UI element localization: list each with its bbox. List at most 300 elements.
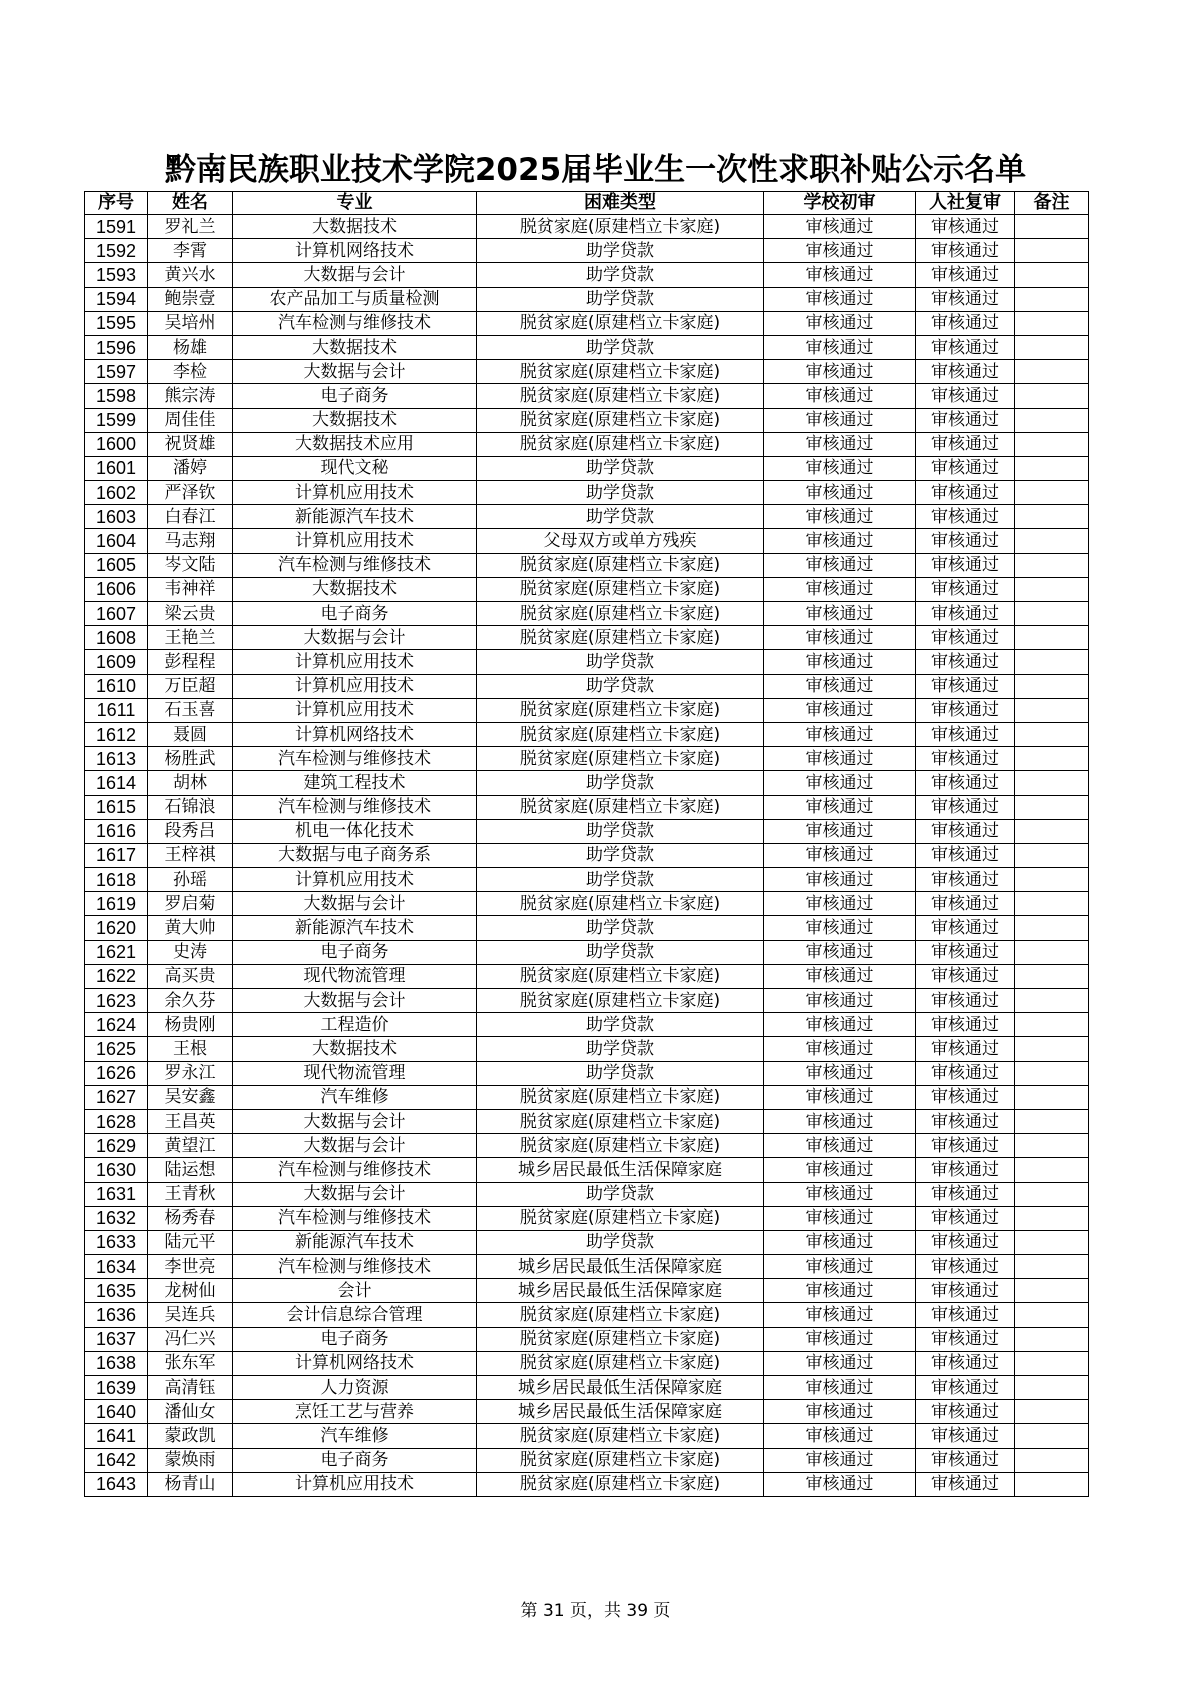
cell-no: 1613 — [85, 747, 148, 771]
cell-hr-review: 审核通过 — [916, 989, 1015, 1013]
cell-school-review: 审核通过 — [764, 1182, 916, 1206]
cell-school-review: 审核通过 — [764, 481, 916, 505]
table-row — [85, 868, 1089, 892]
cell-remarks — [1015, 1158, 1089, 1182]
table-row — [85, 1255, 1089, 1279]
cell-difficulty-type: 脱贫家庭(原建档立卡家庭) — [477, 698, 764, 722]
cell-hr-review: 审核通过 — [916, 1327, 1015, 1351]
cell-school-review: 审核通过 — [764, 1061, 916, 1085]
cell-major: 计算机应用技术 — [233, 868, 477, 892]
cell-remarks — [1015, 940, 1089, 964]
cell-remarks — [1015, 360, 1089, 384]
table-row — [85, 360, 1089, 384]
cell-hr-review: 审核通过 — [916, 819, 1015, 843]
cell-name: 黄望江 — [148, 1134, 233, 1158]
cell-major: 大数据与会计 — [233, 263, 477, 287]
cell-major: 新能源汽车技术 — [233, 916, 477, 940]
cell-major: 计算机应用技术 — [233, 650, 477, 674]
cell-major: 计算机网络技术 — [233, 239, 477, 263]
cell-difficulty-type: 脱贫家庭(原建档立卡家庭) — [477, 384, 764, 408]
cell-no: 1620 — [85, 916, 148, 940]
cell-name: 杨雄 — [148, 335, 233, 359]
cell-name: 王昌英 — [148, 1109, 233, 1133]
cell-name: 黄兴水 — [148, 263, 233, 287]
cell-name: 马志翔 — [148, 529, 233, 553]
header-difficulty-type: 困难类型 — [477, 192, 764, 215]
cell-name: 高清钰 — [148, 1376, 233, 1400]
cell-remarks — [1015, 747, 1089, 771]
cell-major: 汽车检测与维修技术 — [233, 1255, 477, 1279]
cell-major: 汽车维修 — [233, 1085, 477, 1109]
cell-no: 1609 — [85, 650, 148, 674]
cell-remarks — [1015, 1206, 1089, 1230]
cell-hr-review: 审核通过 — [916, 1061, 1015, 1085]
cell-school-review: 审核通过 — [764, 1255, 916, 1279]
cell-remarks — [1015, 239, 1089, 263]
cell-difficulty-type: 脱贫家庭(原建档立卡家庭) — [477, 1448, 764, 1472]
cell-no: 1608 — [85, 626, 148, 650]
table-row — [85, 1158, 1089, 1182]
cell-remarks — [1015, 892, 1089, 916]
cell-remarks — [1015, 529, 1089, 553]
cell-difficulty-type: 城乡居民最低生活保障家庭 — [477, 1279, 764, 1303]
cell-major: 新能源汽车技术 — [233, 505, 477, 529]
cell-major: 计算机网络技术 — [233, 1351, 477, 1375]
table-row — [85, 1037, 1089, 1061]
cell-hr-review: 审核通过 — [916, 868, 1015, 892]
cell-major: 汽车检测与维修技术 — [233, 1158, 477, 1182]
cell-hr-review: 审核通过 — [916, 1158, 1015, 1182]
cell-difficulty-type: 脱贫家庭(原建档立卡家庭) — [477, 1109, 764, 1133]
table-row — [85, 1424, 1089, 1448]
cell-remarks — [1015, 1013, 1089, 1037]
cell-difficulty-type: 助学贷款 — [477, 1182, 764, 1206]
cell-difficulty-type: 脱贫家庭(原建档立卡家庭) — [477, 1085, 764, 1109]
cell-no: 1629 — [85, 1134, 148, 1158]
cell-difficulty-type: 助学贷款 — [477, 287, 764, 311]
cell-name: 严泽钦 — [148, 481, 233, 505]
table-row — [85, 287, 1089, 311]
cell-no: 1632 — [85, 1206, 148, 1230]
cell-major: 人力资源 — [233, 1376, 477, 1400]
cell-remarks — [1015, 1230, 1089, 1254]
cell-hr-review: 审核通过 — [916, 698, 1015, 722]
cell-no: 1593 — [85, 263, 148, 287]
cell-remarks — [1015, 1376, 1089, 1400]
cell-difficulty-type: 助学贷款 — [477, 239, 764, 263]
cell-remarks — [1015, 1400, 1089, 1424]
cell-hr-review: 审核通过 — [916, 215, 1015, 239]
cell-difficulty-type: 助学贷款 — [477, 1061, 764, 1085]
cell-hr-review: 审核通过 — [916, 916, 1015, 940]
subsidy-list-table — [84, 191, 1089, 1497]
table-row — [85, 1206, 1089, 1230]
cell-major: 农产品加工与质量检测 — [233, 287, 477, 311]
cell-school-review: 审核通过 — [764, 311, 916, 335]
cell-name: 潘仙女 — [148, 1400, 233, 1424]
table-row — [85, 481, 1089, 505]
cell-no: 1614 — [85, 771, 148, 795]
cell-name: 熊宗涛 — [148, 384, 233, 408]
table-row — [85, 311, 1089, 335]
cell-no: 1599 — [85, 408, 148, 432]
cell-school-review: 审核通过 — [764, 1448, 916, 1472]
cell-school-review: 审核通过 — [764, 843, 916, 867]
table-row — [85, 747, 1089, 771]
cell-school-review: 审核通过 — [764, 698, 916, 722]
table-row — [85, 722, 1089, 746]
cell-remarks — [1015, 650, 1089, 674]
cell-difficulty-type: 脱贫家庭(原建档立卡家庭) — [477, 360, 764, 384]
cell-hr-review: 审核通过 — [916, 263, 1015, 287]
table-row — [85, 940, 1089, 964]
cell-difficulty-type: 脱贫家庭(原建档立卡家庭) — [477, 1327, 764, 1351]
cell-name: 段秀吕 — [148, 819, 233, 843]
cell-hr-review: 审核通过 — [916, 456, 1015, 480]
cell-difficulty-type: 脱贫家庭(原建档立卡家庭) — [477, 795, 764, 819]
cell-no: 1626 — [85, 1061, 148, 1085]
cell-major: 汽车维修 — [233, 1424, 477, 1448]
cell-difficulty-type: 脱贫家庭(原建档立卡家庭) — [477, 626, 764, 650]
cell-no: 1592 — [85, 239, 148, 263]
cell-remarks — [1015, 553, 1089, 577]
cell-school-review: 审核通过 — [764, 964, 916, 988]
cell-difficulty-type: 脱贫家庭(原建档立卡家庭) — [477, 1424, 764, 1448]
cell-name: 彭程程 — [148, 650, 233, 674]
cell-difficulty-type: 助学贷款 — [477, 1230, 764, 1254]
cell-difficulty-type: 脱贫家庭(原建档立卡家庭) — [477, 722, 764, 746]
cell-name: 鲍崇壹 — [148, 287, 233, 311]
cell-school-review: 审核通过 — [764, 360, 916, 384]
cell-major: 大数据技术应用 — [233, 432, 477, 456]
cell-remarks — [1015, 311, 1089, 335]
cell-name: 罗永江 — [148, 1061, 233, 1085]
cell-hr-review: 审核通过 — [916, 335, 1015, 359]
cell-major: 建筑工程技术 — [233, 771, 477, 795]
cell-remarks — [1015, 1109, 1089, 1133]
cell-name: 吴培州 — [148, 311, 233, 335]
cell-name: 高买贵 — [148, 964, 233, 988]
cell-name: 张东军 — [148, 1351, 233, 1375]
cell-difficulty-type: 助学贷款 — [477, 1013, 764, 1037]
cell-difficulty-type: 脱贫家庭(原建档立卡家庭) — [477, 747, 764, 771]
cell-hr-review: 审核通过 — [916, 481, 1015, 505]
table-row — [85, 553, 1089, 577]
cell-remarks — [1015, 989, 1089, 1013]
cell-no: 1603 — [85, 505, 148, 529]
cell-major: 现代物流管理 — [233, 964, 477, 988]
cell-major: 大数据技术 — [233, 577, 477, 601]
cell-name: 陆运想 — [148, 1158, 233, 1182]
cell-hr-review: 审核通过 — [916, 553, 1015, 577]
cell-remarks — [1015, 481, 1089, 505]
cell-name: 岑文陆 — [148, 553, 233, 577]
cell-major: 烹饪工艺与营养 — [233, 1400, 477, 1424]
cell-name: 蒙政凯 — [148, 1424, 233, 1448]
cell-school-review: 审核通过 — [764, 722, 916, 746]
cell-name: 王青秋 — [148, 1182, 233, 1206]
cell-no: 1625 — [85, 1037, 148, 1061]
cell-hr-review: 审核通过 — [916, 1134, 1015, 1158]
cell-name: 祝贤雄 — [148, 432, 233, 456]
cell-name: 韦神祥 — [148, 577, 233, 601]
cell-hr-review: 审核通过 — [916, 964, 1015, 988]
cell-hr-review: 审核通过 — [916, 1279, 1015, 1303]
cell-hr-review: 审核通过 — [916, 1400, 1015, 1424]
cell-school-review: 审核通过 — [764, 1400, 916, 1424]
cell-school-review: 审核通过 — [764, 529, 916, 553]
cell-remarks — [1015, 722, 1089, 746]
cell-difficulty-type: 城乡居民最低生活保障家庭 — [477, 1376, 764, 1400]
cell-no: 1623 — [85, 989, 148, 1013]
cell-no: 1640 — [85, 1400, 148, 1424]
table-row — [85, 408, 1089, 432]
cell-no: 1628 — [85, 1109, 148, 1133]
cell-difficulty-type: 脱贫家庭(原建档立卡家庭) — [477, 1303, 764, 1327]
cell-name: 陆元平 — [148, 1230, 233, 1254]
cell-remarks — [1015, 795, 1089, 819]
cell-no: 1617 — [85, 843, 148, 867]
table-row — [85, 456, 1089, 480]
table-row — [85, 964, 1089, 988]
cell-remarks — [1015, 456, 1089, 480]
cell-hr-review: 审核通过 — [916, 795, 1015, 819]
cell-name: 王根 — [148, 1037, 233, 1061]
cell-school-review: 审核通过 — [764, 239, 916, 263]
cell-hr-review: 审核通过 — [916, 1424, 1015, 1448]
cell-difficulty-type: 助学贷款 — [477, 456, 764, 480]
cell-hr-review: 审核通过 — [916, 1376, 1015, 1400]
cell-no: 1643 — [85, 1472, 148, 1496]
cell-school-review: 审核通过 — [764, 1109, 916, 1133]
cell-major: 大数据与会计 — [233, 1182, 477, 1206]
cell-school-review: 审核通过 — [764, 940, 916, 964]
cell-major: 计算机网络技术 — [233, 722, 477, 746]
cell-hr-review: 审核通过 — [916, 1013, 1015, 1037]
cell-remarks — [1015, 674, 1089, 698]
cell-no: 1615 — [85, 795, 148, 819]
cell-school-review: 审核通过 — [764, 432, 916, 456]
cell-name: 李检 — [148, 360, 233, 384]
cell-remarks — [1015, 263, 1089, 287]
cell-school-review: 审核通过 — [764, 263, 916, 287]
header-no: 序号 — [85, 192, 148, 215]
cell-major: 电子商务 — [233, 940, 477, 964]
cell-no: 1618 — [85, 868, 148, 892]
cell-difficulty-type: 助学贷款 — [477, 819, 764, 843]
cell-hr-review: 审核通过 — [916, 505, 1015, 529]
cell-difficulty-type: 助学贷款 — [477, 1037, 764, 1061]
cell-major: 大数据与会计 — [233, 1109, 477, 1133]
table-row — [85, 602, 1089, 626]
cell-major: 大数据技术 — [233, 335, 477, 359]
table-row — [85, 1400, 1089, 1424]
table-row — [85, 1109, 1089, 1133]
cell-major: 汽车检测与维修技术 — [233, 311, 477, 335]
cell-school-review: 审核通过 — [764, 771, 916, 795]
header-major: 专业 — [233, 192, 477, 215]
cell-school-review: 审核通过 — [764, 626, 916, 650]
cell-difficulty-type: 脱贫家庭(原建档立卡家庭) — [477, 577, 764, 601]
cell-no: 1630 — [85, 1158, 148, 1182]
table-row — [85, 263, 1089, 287]
table-row — [85, 1230, 1089, 1254]
cell-no: 1611 — [85, 698, 148, 722]
cell-major: 大数据技术 — [233, 408, 477, 432]
cell-major: 汽车检测与维修技术 — [233, 1206, 477, 1230]
table-row — [85, 1134, 1089, 1158]
cell-name: 李世亮 — [148, 1255, 233, 1279]
cell-difficulty-type: 助学贷款 — [477, 843, 764, 867]
cell-difficulty-type: 助学贷款 — [477, 674, 764, 698]
cell-name: 白春江 — [148, 505, 233, 529]
cell-difficulty-type: 助学贷款 — [477, 650, 764, 674]
cell-hr-review: 审核通过 — [916, 843, 1015, 867]
cell-major: 汽车检测与维修技术 — [233, 795, 477, 819]
cell-major: 大数据与会计 — [233, 989, 477, 1013]
cell-no: 1631 — [85, 1182, 148, 1206]
table-row — [85, 1061, 1089, 1085]
table-row — [85, 1303, 1089, 1327]
cell-no: 1616 — [85, 819, 148, 843]
cell-hr-review: 审核通过 — [916, 287, 1015, 311]
cell-difficulty-type: 脱贫家庭(原建档立卡家庭) — [477, 1351, 764, 1375]
cell-school-review: 审核通过 — [764, 916, 916, 940]
cell-difficulty-type: 助学贷款 — [477, 771, 764, 795]
cell-remarks — [1015, 1351, 1089, 1375]
cell-difficulty-type: 脱贫家庭(原建档立卡家庭) — [477, 215, 764, 239]
cell-no: 1607 — [85, 602, 148, 626]
table-header-row — [85, 192, 1089, 215]
cell-major: 电子商务 — [233, 1448, 477, 1472]
cell-major: 大数据与会计 — [233, 1134, 477, 1158]
cell-difficulty-type: 城乡居民最低生活保障家庭 — [477, 1255, 764, 1279]
cell-remarks — [1015, 602, 1089, 626]
cell-hr-review: 审核通过 — [916, 360, 1015, 384]
cell-remarks — [1015, 1303, 1089, 1327]
cell-no: 1612 — [85, 722, 148, 746]
cell-remarks — [1015, 1182, 1089, 1206]
cell-no: 1635 — [85, 1279, 148, 1303]
cell-remarks — [1015, 1472, 1089, 1496]
cell-hr-review: 审核通过 — [916, 1182, 1015, 1206]
table-row — [85, 1376, 1089, 1400]
cell-hr-review: 审核通过 — [916, 892, 1015, 916]
cell-remarks — [1015, 916, 1089, 940]
table-row — [85, 843, 1089, 867]
table-row — [85, 795, 1089, 819]
cell-remarks — [1015, 287, 1089, 311]
cell-difficulty-type: 助学贷款 — [477, 868, 764, 892]
cell-difficulty-type: 脱贫家庭(原建档立卡家庭) — [477, 311, 764, 335]
cell-no: 1638 — [85, 1351, 148, 1375]
cell-major: 计算机应用技术 — [233, 481, 477, 505]
cell-hr-review: 审核通过 — [916, 940, 1015, 964]
cell-hr-review: 审核通过 — [916, 577, 1015, 601]
cell-hr-review: 审核通过 — [916, 1230, 1015, 1254]
cell-name: 石锦浪 — [148, 795, 233, 819]
cell-school-review: 审核通过 — [764, 747, 916, 771]
cell-no: 1594 — [85, 287, 148, 311]
cell-school-review: 审核通过 — [764, 1303, 916, 1327]
cell-remarks — [1015, 771, 1089, 795]
cell-name: 万臣超 — [148, 674, 233, 698]
cell-major: 电子商务 — [233, 1327, 477, 1351]
cell-difficulty-type: 助学贷款 — [477, 263, 764, 287]
cell-hr-review: 审核通过 — [916, 311, 1015, 335]
cell-school-review: 审核通过 — [764, 868, 916, 892]
cell-no: 1637 — [85, 1327, 148, 1351]
cell-difficulty-type: 脱贫家庭(原建档立卡家庭) — [477, 1134, 764, 1158]
table-row — [85, 698, 1089, 722]
cell-name: 石玉喜 — [148, 698, 233, 722]
table-row — [85, 1182, 1089, 1206]
cell-hr-review: 审核通过 — [916, 1085, 1015, 1109]
table-row — [85, 674, 1089, 698]
cell-major: 电子商务 — [233, 602, 477, 626]
cell-major: 会计 — [233, 1279, 477, 1303]
cell-no: 1641 — [85, 1424, 148, 1448]
cell-hr-review: 审核通过 — [916, 1351, 1015, 1375]
cell-school-review: 审核通过 — [764, 1472, 916, 1496]
cell-no: 1606 — [85, 577, 148, 601]
cell-difficulty-type: 助学贷款 — [477, 505, 764, 529]
cell-school-review: 审核通过 — [764, 577, 916, 601]
cell-no: 1602 — [85, 481, 148, 505]
cell-no: 1610 — [85, 674, 148, 698]
cell-hr-review: 审核通过 — [916, 239, 1015, 263]
header-remarks: 备注 — [1015, 192, 1089, 215]
cell-difficulty-type: 脱贫家庭(原建档立卡家庭) — [477, 989, 764, 1013]
table-row — [85, 335, 1089, 359]
cell-school-review: 审核通过 — [764, 505, 916, 529]
cell-school-review: 审核通过 — [764, 1134, 916, 1158]
cell-remarks — [1015, 1448, 1089, 1472]
table-row — [85, 1472, 1089, 1496]
cell-difficulty-type: 脱贫家庭(原建档立卡家庭) — [477, 1472, 764, 1496]
cell-difficulty-type: 脱贫家庭(原建档立卡家庭) — [477, 602, 764, 626]
cell-hr-review: 审核通过 — [916, 1303, 1015, 1327]
cell-remarks — [1015, 843, 1089, 867]
table-row — [85, 1085, 1089, 1109]
cell-difficulty-type: 助学贷款 — [477, 916, 764, 940]
cell-school-review: 审核通过 — [764, 215, 916, 239]
header-school-review: 学校初审 — [764, 192, 916, 215]
cell-no: 1639 — [85, 1376, 148, 1400]
table-row — [85, 1327, 1089, 1351]
cell-name: 吴连兵 — [148, 1303, 233, 1327]
cell-name: 罗礼兰 — [148, 215, 233, 239]
cell-school-review: 审核通过 — [764, 1279, 916, 1303]
cell-name: 潘婷 — [148, 456, 233, 480]
cell-no: 1636 — [85, 1303, 148, 1327]
cell-no: 1627 — [85, 1085, 148, 1109]
cell-difficulty-type: 脱贫家庭(原建档立卡家庭) — [477, 408, 764, 432]
page-number: 第 31 页，共 39 页 — [520, 1601, 671, 1621]
cell-difficulty-type: 父母双方或单方残疾 — [477, 529, 764, 553]
cell-school-review: 审核通过 — [764, 989, 916, 1013]
cell-remarks — [1015, 626, 1089, 650]
cell-name: 聂圆 — [148, 722, 233, 746]
cell-school-review: 审核通过 — [764, 553, 916, 577]
cell-name: 孙瑶 — [148, 868, 233, 892]
table-row — [85, 215, 1089, 239]
table-row — [85, 239, 1089, 263]
header-hr-review: 人社复审 — [916, 192, 1015, 215]
cell-name: 胡林 — [148, 771, 233, 795]
cell-school-review: 审核通过 — [764, 1424, 916, 1448]
cell-no: 1595 — [85, 311, 148, 335]
